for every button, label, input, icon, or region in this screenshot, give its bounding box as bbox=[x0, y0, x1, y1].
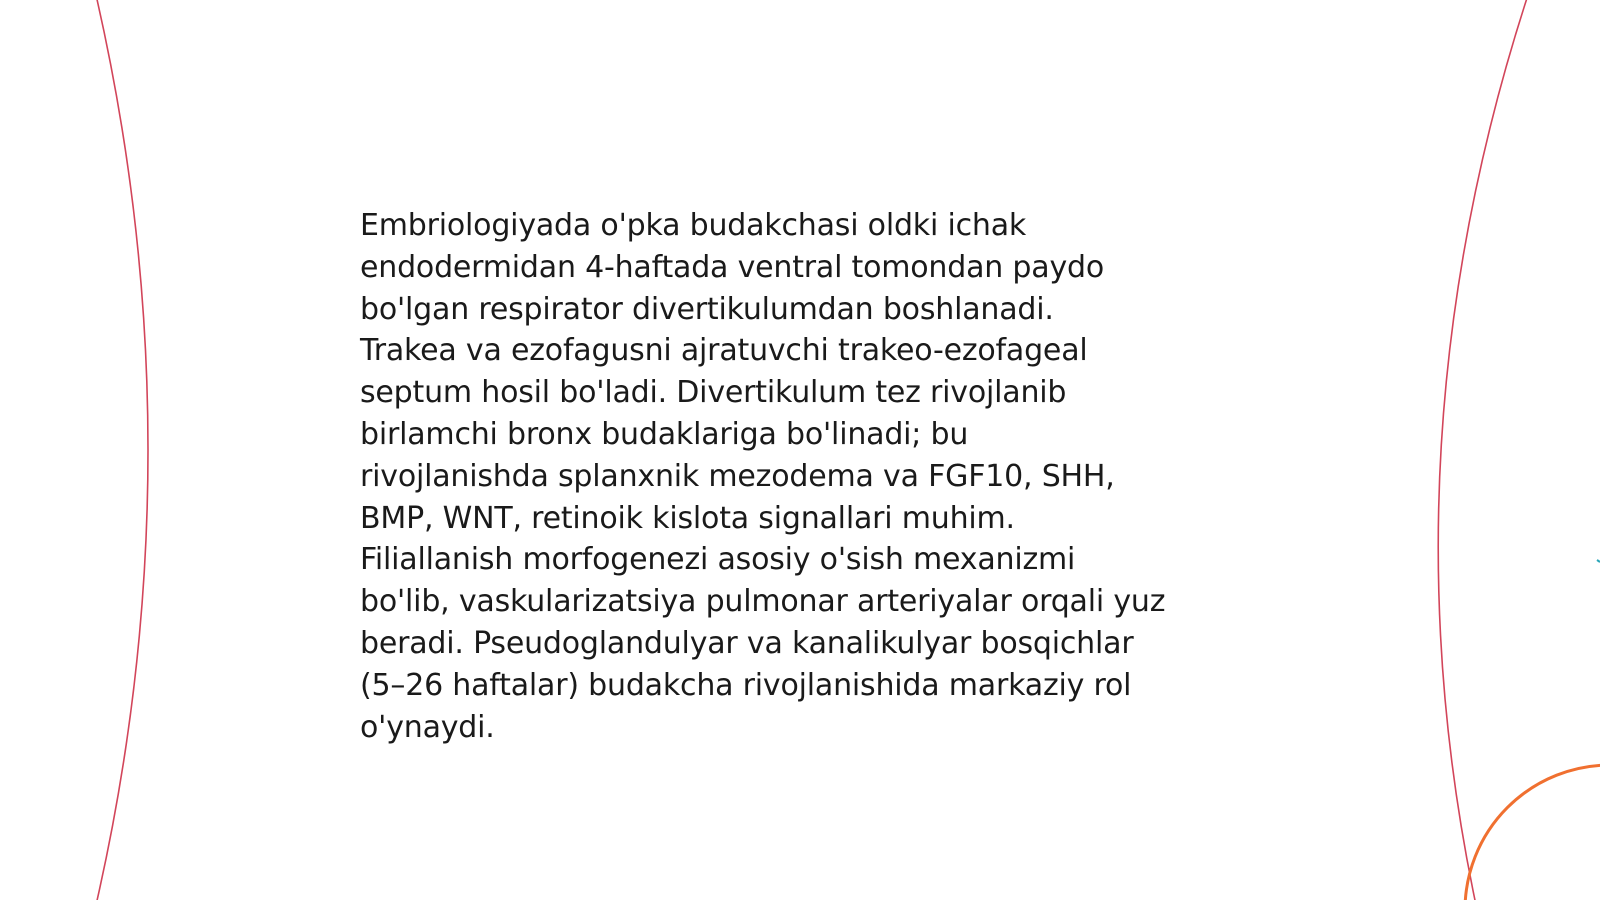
paragraph-line: BMP, WNT, retinoik kislota signallari muhim. bbox=[360, 500, 1015, 536]
paragraph-line: Embriologiyada o'pka budakchasi oldki ichak bbox=[360, 208, 1027, 243]
paragraph-line: rivojlanishda splanxnik mezodema va FGF10, SHH, bbox=[360, 458, 1115, 494]
paragraph-line: septum hosil bo'ladi. Divertikulum tez rivojlanib bbox=[360, 375, 1067, 411]
paragraph-line: birlamchi bronx budaklariga bo'linadi; bu bbox=[360, 416, 969, 452]
left-arc bbox=[96, 0, 148, 900]
body-paragraph bbox=[360, 205, 1260, 748]
paragraph-line: o'ynaydi. bbox=[360, 709, 495, 745]
paragraph-line: (5–26 haftalar) budakcha rivojlanishida markaziy rol bbox=[360, 667, 1132, 703]
paragraph-line: bo'lgan respirator divertikulumdan boshlanadi. bbox=[360, 291, 1054, 327]
paragraph-line: endodermidan 4-haftada ventral tomondan paydo bbox=[360, 249, 1105, 285]
paragraph-line: Filiallanish morfogenezi asosiy o'sish mexanizmi bbox=[360, 542, 1076, 578]
paragraph-line: Trakea va ezofagusni ajratuvchi trakeo-ezofageal bbox=[360, 333, 1088, 369]
paragraph-line: bo'lib, vaskularizatsiya pulmonar arteriyalar orqali yuz bbox=[360, 584, 1166, 620]
right-arc bbox=[1438, 0, 1528, 900]
paragraph-line: beradi. Pseudoglandulyar va kanalikulyar bosqichlar bbox=[360, 625, 1134, 661]
orange-circle-arc bbox=[1465, 765, 1600, 900]
